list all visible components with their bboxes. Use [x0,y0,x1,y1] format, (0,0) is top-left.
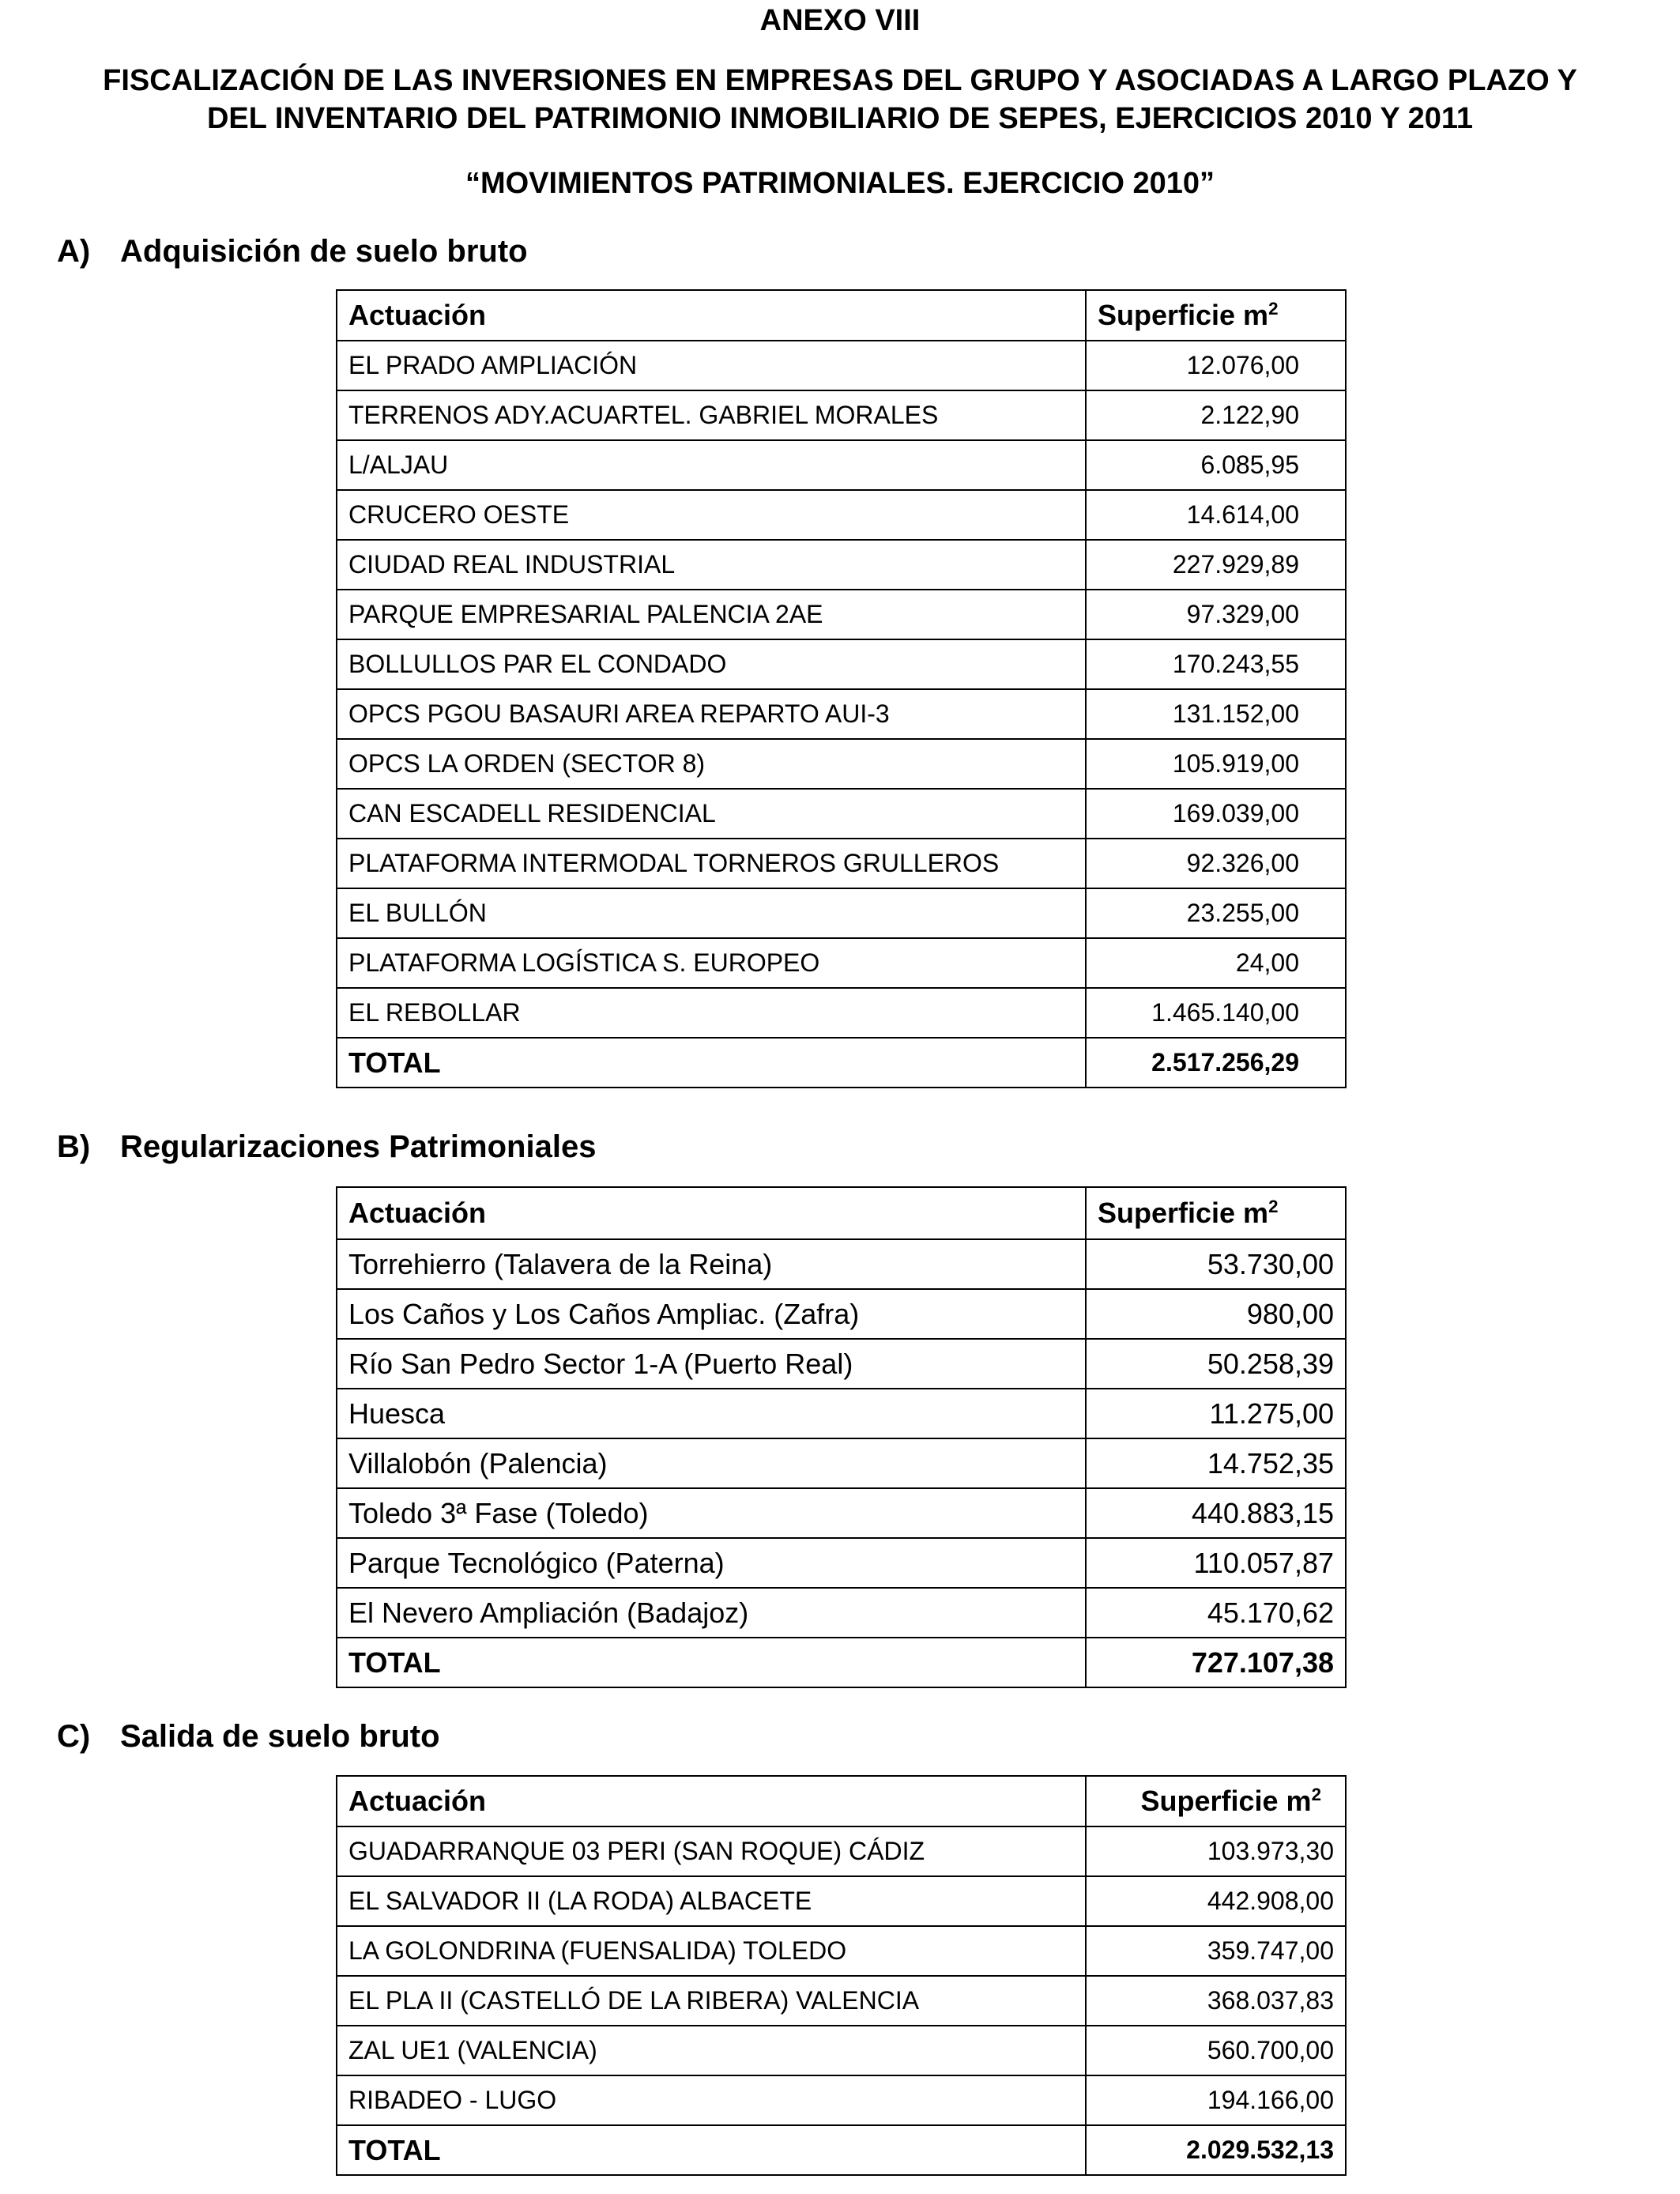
cell-superficie: 440.883,15 [1086,1488,1346,1538]
cell-actuacion: CIUDAD REAL INDUSTRIAL [337,540,1086,590]
table-row [337,1976,1346,2026]
table-row [337,938,1346,988]
table-row [337,988,1346,1038]
cell-actuacion: LA GOLONDRINA (FUENSALIDA) TOLEDO [337,1926,1086,1976]
cell-actuacion: Río San Pedro Sector 1-A (Puerto Real) [337,1339,1086,1389]
cell-actuacion: Parque Tecnológico (Paterna) [337,1538,1086,1588]
column-header-actuacion: Actuación [337,290,1086,341]
table-header-row [337,290,1346,341]
cell-superficie: 45.170,62 [1086,1588,1346,1638]
table-row [337,1488,1346,1538]
cell-superficie: 194.166,00 [1086,2075,1346,2125]
cell-superficie: 14.752,35 [1086,1438,1346,1488]
cell-actuacion: Torrehierro (Talavera de la Reina) [337,1239,1086,1289]
column-header-actuacion: Actuación [337,1776,1086,1826]
cell-superficie: 105.919,00 [1086,739,1346,789]
cell-superficie: 170.243,55 [1086,639,1346,689]
document-title-line-1: FISCALIZACIÓN DE LAS INVERSIONES EN EMPRESAS DEL GRUPO Y ASOCIADAS A LARGO PLAZO Y [103,64,1577,97]
cell-actuacion: PARQUE EMPRESARIAL PALENCIA 2AE [337,590,1086,639]
cell-actuacion: Huesca [337,1389,1086,1438]
table-row [337,1876,1346,1926]
cell-actuacion: Villalobón (Palencia) [337,1438,1086,1488]
table-row [337,1339,1346,1389]
table-row [337,440,1346,490]
table-row [337,1588,1346,1638]
cell-actuacion: CRUCERO OESTE [337,490,1086,540]
table-row [337,789,1346,839]
cell-actuacion: GUADARRANQUE 03 PERI (SAN ROQUE) CÁDIZ [337,1826,1086,1876]
table-total-row [337,1638,1346,1687]
cell-actuacion: PLATAFORMA INTERMODAL TORNEROS GRULLEROS [337,839,1086,888]
table-total-row [337,2125,1346,2175]
cell-superficie: 53.730,00 [1086,1239,1346,1289]
table-row [337,540,1346,590]
section-b-title: Regularizaciones Patrimoniales [120,1129,597,1164]
total-value: 727.107,38 [1086,1638,1346,1687]
cell-superficie: 169.039,00 [1086,789,1346,839]
cell-actuacion: L/ALJAU [337,440,1086,490]
total-value: 2.517.256,29 [1086,1038,1346,1088]
cell-superficie: 6.085,95 [1086,440,1346,490]
cell-superficie: 442.908,00 [1086,1876,1346,1926]
section-a-heading [57,231,528,272]
total-value: 2.029.532,13 [1086,2125,1346,2175]
table-regularizaciones-patrimoniales [336,1186,1347,1688]
column-header-superficie-label: Superficie m [1098,1197,1269,1229]
cell-superficie: 359.747,00 [1086,1926,1346,1976]
cell-actuacion: EL SALVADOR II (LA RODA) ALBACETE [337,1876,1086,1926]
table-row [337,1289,1346,1339]
total-label: TOTAL [337,2125,1086,2175]
table-salida-suelo-bruto [336,1775,1347,2176]
cell-actuacion: CAN ESCADELL RESIDENCIAL [337,789,1086,839]
cell-superficie: 103.973,30 [1086,1826,1346,1876]
cell-actuacion: TERRENOS ADY.ACUARTEL. GABRIEL MORALES [337,390,1086,440]
document-title-line-2: DEL INVENTARIO DEL PATRIMONIO INMOBILIARIO DE SEPES, EJERCICIOS 2010 Y 2011 [206,102,1474,135]
column-header-superficie-exponent: 2 [1268,299,1279,319]
cell-actuacion: EL REBOLLAR [337,988,1086,1038]
table-row [337,839,1346,888]
table-row [337,341,1346,390]
cell-superficie: 12.076,00 [1086,341,1346,390]
section-c-heading [57,1716,440,1757]
table-row [337,1826,1346,1876]
table-row [337,490,1346,540]
table-row [337,1926,1346,1976]
table-total-row [337,1038,1346,1088]
column-header-superficie-label: Superficie m [1140,1785,1312,1817]
cell-superficie: 23.255,00 [1086,888,1346,938]
cell-superficie: 2.122,90 [1086,390,1346,440]
cell-superficie: 1.465.140,00 [1086,988,1346,1038]
cell-superficie: 92.326,00 [1086,839,1346,888]
section-a-title: Adquisición de suelo bruto [120,234,528,269]
cell-actuacion: EL PLA II (CASTELLÓ DE LA RIBERA) VALENCIA [337,1976,1086,2026]
section-c-letter: C) [57,1719,91,1754]
cell-superficie: 368.037,83 [1086,1976,1346,2026]
table-row [337,1239,1346,1289]
document-title [16,62,1664,138]
table-row [337,1438,1346,1488]
cell-superficie: 560.700,00 [1086,2026,1346,2075]
cell-superficie: 131.152,00 [1086,689,1346,739]
cell-actuacion: Los Caños y Los Caños Ampliac. (Zafra) [337,1289,1086,1339]
document-subtitle: “MOVIMIENTOS PATRIMONIALES. EJERCICIO 2010” [465,167,1215,200]
cell-superficie: 11.275,00 [1086,1389,1346,1438]
cell-actuacion: EL BULLÓN [337,888,1086,938]
table-row [337,639,1346,689]
section-b-letter: B) [57,1129,91,1164]
column-header-superficie [1086,290,1346,341]
table-row [337,739,1346,789]
table-row [337,689,1346,739]
cell-actuacion: OPCS LA ORDEN (SECTOR 8) [337,739,1086,789]
cell-superficie: 980,00 [1086,1289,1346,1339]
section-b-heading [57,1126,596,1167]
table-row [337,888,1346,938]
table-row [337,2075,1346,2125]
section-a-letter: A) [57,234,91,269]
column-header-superficie-label: Superficie m [1098,299,1269,331]
cell-actuacion: EL PRADO AMPLIACIÓN [337,341,1086,390]
table-header-row [337,1187,1346,1239]
cell-actuacion: BOLLULLOS PAR EL CONDADO [337,639,1086,689]
cell-actuacion: Toledo 3ª Fase (Toledo) [337,1488,1086,1538]
table-row [337,590,1346,639]
cell-actuacion: El Nevero Ampliación (Badajoz) [337,1588,1086,1638]
cell-actuacion: PLATAFORMA LOGÍSTICA S. EUROPEO [337,938,1086,988]
cell-superficie: 24,00 [1086,938,1346,988]
column-header-superficie-exponent: 2 [1311,1785,1321,1804]
column-header-superficie-exponent: 2 [1268,1197,1279,1216]
column-header-superficie [1086,1187,1346,1239]
cell-superficie: 14.614,00 [1086,490,1346,540]
cell-superficie: 110.057,87 [1086,1538,1346,1588]
cell-superficie: 97.329,00 [1086,590,1346,639]
table-row [337,2026,1346,2075]
annex-heading: ANEXO VIII [759,4,921,37]
column-header-actuacion: Actuación [337,1187,1086,1239]
table-row [337,1538,1346,1588]
cell-superficie: 50.258,39 [1086,1339,1346,1389]
table-row [337,390,1346,440]
section-c-title: Salida de suelo bruto [120,1719,440,1754]
column-header-superficie [1086,1776,1346,1826]
table-row [337,1389,1346,1438]
cell-superficie: 227.929,89 [1086,540,1346,590]
cell-actuacion: ZAL UE1 (VALENCIA) [337,2026,1086,2075]
table-adquisicion-suelo-bruto [336,289,1347,1088]
cell-actuacion: RIBADEO - LUGO [337,2075,1086,2125]
table-header-row [337,1776,1346,1826]
cell-actuacion: OPCS PGOU BASAURI AREA REPARTO AUI-3 [337,689,1086,739]
total-label: TOTAL [337,1038,1086,1088]
total-label: TOTAL [337,1638,1086,1687]
